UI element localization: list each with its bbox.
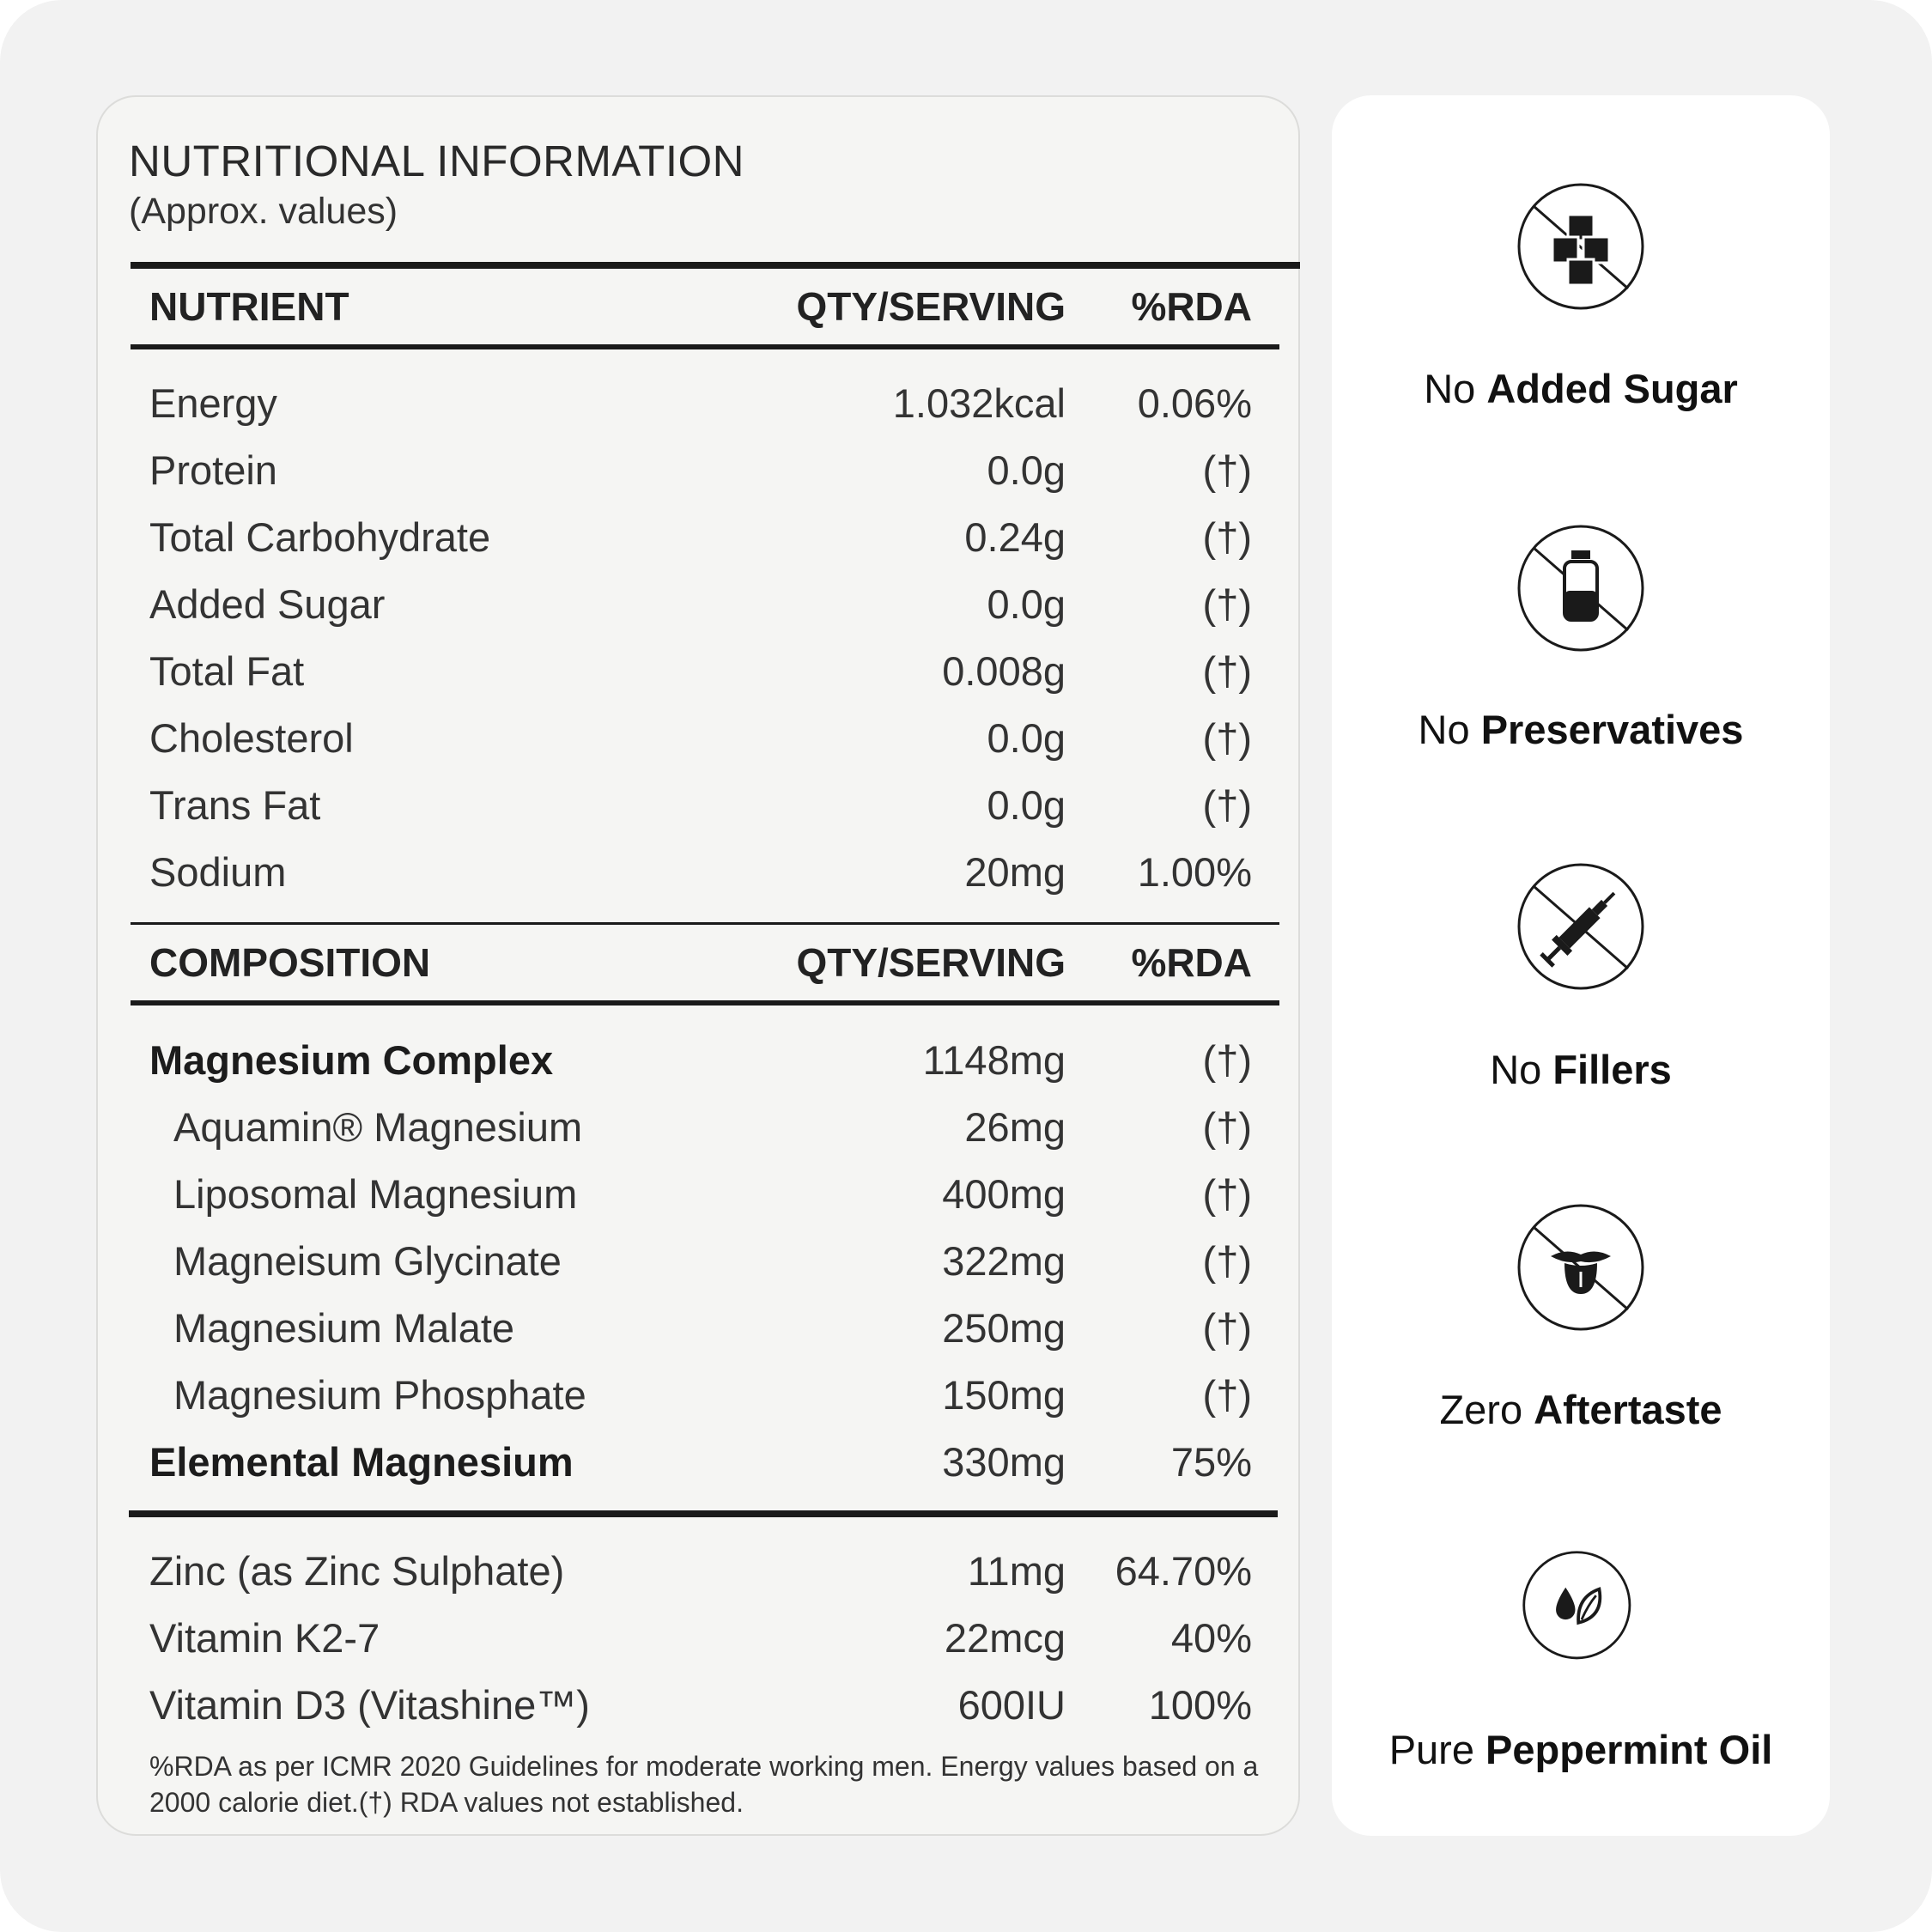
micronutrient-qty: 11mg [967,1548,1066,1594]
nutrient-header: NUTRIENT [149,284,349,329]
nutrient-qty: 20mg [964,849,1066,895]
feature-no-added-sugar [1332,182,1830,311]
feature-prefix: Pure [1388,1727,1474,1772]
nutrient-name: Total Carbohydrate [149,514,491,560]
nutrient-rda: 1.00% [1137,849,1252,895]
feature-prefix: No [1490,1047,1542,1092]
rda-header: %RDA [1131,940,1252,985]
micronutrient-name: Vitamin K2-7 [149,1615,380,1661]
feature-highlight: Added Sugar [1486,366,1738,411]
sugar-cubes-crossed-icon [1516,182,1645,311]
header-rule [131,344,1279,349]
composition-name: Magnesium Complex [149,1037,554,1083]
nutrient-name: Trans Fat [149,782,321,828]
composition-qty: 250mg [942,1305,1066,1351]
composition-name: Liposomal Magnesium [173,1171,578,1217]
feature-highlight: Aftertaste [1534,1387,1722,1432]
feature-highlight: Preservatives [1480,707,1744,752]
feature-pure-peppermint-oil [1332,1549,1830,1669]
nutrient-qty: 0.24g [964,514,1066,560]
header-rule [131,1000,1279,1005]
composition-qty: 26mg [964,1104,1066,1150]
feature-highlight: Fillers [1552,1047,1672,1092]
qty-header: QTY/SERVING [796,940,1066,985]
composition-rda: (†) [1202,1305,1252,1351]
drop-leaf-icon [1521,1549,1641,1669]
composition-name: Aquamin® Magnesium [173,1104,583,1150]
feature-label [1332,706,1830,753]
composition-rda: (†) [1202,1104,1252,1150]
feature-prefix: No [1424,366,1476,411]
tongue-crossed-icon [1516,1203,1645,1332]
feature-prefix: Zero [1439,1387,1523,1432]
nutrient-rda: (†) [1202,447,1252,493]
nutrient-name: Added Sugar [149,581,386,627]
nutrient-qty: 0.0g [987,782,1066,828]
micronutrient-qty: 22mcg [944,1615,1066,1661]
top-thick-rule [131,262,1300,269]
panel-subtitle: (Approx. values) [129,191,398,232]
micronutrient-qty: 600IU [957,1682,1066,1728]
qty-header: QTY/SERVING [796,284,1066,329]
nutrient-rda: (†) [1202,581,1252,627]
nutrient-name: Sodium [149,849,287,895]
feature-label [1332,1386,1830,1433]
nutrient-name: Energy [149,380,277,426]
nutrient-qty: 0.0g [987,447,1066,493]
feature-label [1332,1046,1830,1093]
preservative-jar-crossed-icon [1516,524,1645,653]
composition-rda: (†) [1202,1037,1252,1083]
nutrient-rda: (†) [1202,648,1252,694]
composition-qty: 330mg [942,1439,1066,1485]
composition-rda: (†) [1202,1238,1252,1284]
nutrient-qty: 0.008g [942,648,1066,694]
micronutrient-rda: 100% [1148,1682,1252,1728]
nutrient-qty: 0.0g [987,715,1066,761]
nutrient-name: Total Fat [149,648,305,694]
micronutrient-name: Zinc (as Zinc Sulphate) [149,1548,565,1594]
composition-qty: 150mg [942,1372,1066,1418]
feature-zero-aftertaste [1332,1203,1830,1332]
footnote: %RDA as per ICMR 2020 Guidelines for moderate working men. Energy values based on a 2000 calorie diet.(†) RDA values not established. [149,1751,1259,1818]
composition-rda: (†) [1202,1372,1252,1418]
rda-header: %RDA [1131,284,1252,329]
feature-highlight: Peppermint Oil [1485,1727,1773,1772]
nutrient-rda: (†) [1202,514,1252,560]
nutrient-name: Protein [149,447,277,493]
composition-qty: 1148mg [922,1037,1066,1083]
panel-title: NUTRITIONAL INFORMATION [129,137,744,185]
feature-no-preservatives [1332,524,1830,653]
composition-rda: 75% [1170,1439,1252,1485]
nutrient-rda: (†) [1202,782,1252,828]
composition-qty: 400mg [942,1171,1066,1217]
composition-name: Magneisum Glycinate [173,1238,562,1284]
composition-name: Magnesium Malate [173,1305,515,1351]
section-thick-rule [129,1510,1278,1517]
section-divider [131,922,1279,925]
composition-name: Magnesium Phosphate [173,1372,586,1418]
composition-rda: (†) [1202,1171,1252,1217]
nutrient-qty: 1.032kcal [892,380,1066,426]
nutrient-qty: 0.0g [987,581,1066,627]
micronutrient-rda: 64.70% [1115,1548,1252,1594]
composition-header: COMPOSITION [149,940,431,985]
syringe-crossed-icon [1516,862,1645,991]
composition-name: Elemental Magnesium [149,1439,574,1485]
nutrient-name: Cholesterol [149,715,354,761]
feature-no-fillers [1332,862,1830,991]
feature-label [1332,365,1830,412]
nutrient-rda: 0.06% [1137,380,1252,426]
micronutrient-rda: 40% [1170,1615,1252,1661]
feature-prefix: No [1418,707,1470,752]
micronutrient-name: Vitamin D3 (Vitashine™) [149,1682,590,1728]
feature-label [1332,1726,1830,1773]
nutrient-rda: (†) [1202,715,1252,761]
composition-qty: 322mg [942,1238,1066,1284]
